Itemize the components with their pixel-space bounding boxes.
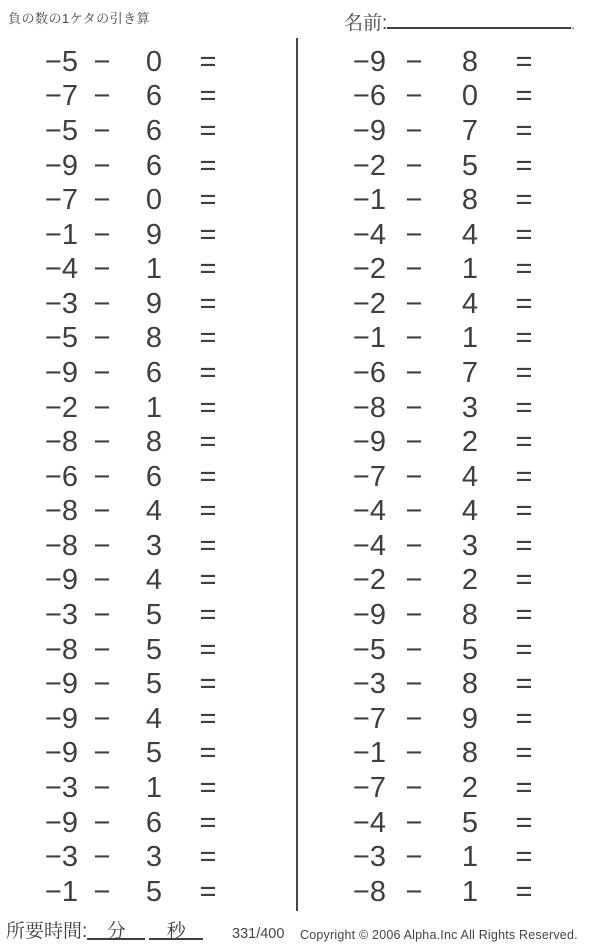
equals-sign: = — [515, 495, 533, 528]
equals-sign: = — [515, 184, 533, 217]
subtrahend: 6 — [145, 460, 163, 493]
equals-sign: = — [199, 45, 217, 78]
minus-operator: − — [93, 218, 111, 251]
minus-operator: − — [93, 702, 111, 735]
equals-sign: = — [199, 114, 217, 147]
minuend: −9 — [44, 737, 78, 770]
problem-row — [22, 495, 234, 530]
problem-row — [330, 80, 550, 115]
minuend: −6 — [352, 356, 386, 389]
subtrahend: 1 — [145, 771, 163, 804]
minuend: −9 — [44, 702, 78, 735]
equals-sign: = — [515, 460, 533, 493]
minus-operator: − — [93, 875, 111, 908]
minuend: −8 — [44, 529, 78, 562]
minus-operator: − — [405, 322, 423, 355]
equals-sign: = — [515, 149, 533, 182]
minuend: −3 — [352, 841, 386, 874]
minus-operator: − — [405, 149, 423, 182]
equals-sign: = — [199, 356, 217, 389]
minus-operator: − — [93, 771, 111, 804]
equals-sign: = — [515, 599, 533, 632]
subtrahend: 4 — [145, 495, 163, 528]
minuend: −9 — [352, 114, 386, 147]
name-label: 名前: — [344, 13, 388, 34]
subtrahend: 6 — [145, 356, 163, 389]
problem-row — [330, 114, 550, 149]
minus-operator: − — [93, 529, 111, 562]
minus-operator: − — [93, 737, 111, 770]
minuend: −9 — [44, 564, 78, 597]
minus-operator: − — [405, 737, 423, 770]
minus-operator: − — [93, 287, 111, 320]
equals-sign: = — [515, 771, 533, 804]
problem-row — [22, 425, 234, 460]
subtrahend: 2 — [461, 771, 479, 804]
minuend: −9 — [352, 599, 386, 632]
problem-row — [22, 875, 234, 910]
problem-row — [330, 598, 550, 633]
minus-operator: − — [405, 253, 423, 286]
equals-sign: = — [199, 702, 217, 735]
minuend: −6 — [44, 460, 78, 493]
equals-sign: = — [515, 737, 533, 770]
problem-row — [22, 218, 234, 253]
equals-sign: = — [515, 356, 533, 389]
equals-sign: = — [515, 426, 533, 459]
equals-sign: = — [515, 633, 533, 666]
minuend: −3 — [44, 771, 78, 804]
subtrahend: 4 — [461, 287, 479, 320]
problem-row — [22, 287, 234, 322]
name-blank-line — [387, 5, 571, 29]
minuend: −9 — [44, 149, 78, 182]
minutes-blank — [87, 916, 145, 940]
minuend: −2 — [44, 391, 78, 424]
subtrahend: 5 — [145, 737, 163, 770]
subtrahend: 4 — [145, 564, 163, 597]
minus-operator: − — [405, 633, 423, 666]
subtrahend: 5 — [145, 668, 163, 701]
problems-column-right — [330, 45, 550, 909]
equals-sign: = — [515, 114, 533, 147]
equals-sign: = — [199, 599, 217, 632]
problem-row — [330, 287, 550, 322]
minuend: −7 — [44, 80, 78, 113]
subtrahend: 5 — [145, 875, 163, 908]
minus-operator: − — [93, 495, 111, 528]
minuend: −2 — [352, 287, 386, 320]
minuend: −8 — [352, 391, 386, 424]
problem-row — [330, 702, 550, 737]
minus-operator: − — [93, 253, 111, 286]
minus-operator: − — [93, 806, 111, 839]
minus-operator: − — [405, 875, 423, 908]
equals-sign: = — [515, 80, 533, 113]
name-line-period: . — [571, 17, 575, 32]
problem-row — [330, 183, 550, 218]
equals-sign: = — [515, 841, 533, 874]
minus-operator: − — [405, 529, 423, 562]
minuend: −5 — [44, 322, 78, 355]
equals-sign: = — [515, 253, 533, 286]
equals-sign: = — [199, 529, 217, 562]
minuend: −6 — [352, 80, 386, 113]
subtrahend: 3 — [145, 841, 163, 874]
subtrahend: 8 — [461, 45, 479, 78]
minus-operator: − — [93, 45, 111, 78]
equals-sign: = — [199, 495, 217, 528]
minuend: −9 — [352, 45, 386, 78]
problem-row — [22, 737, 234, 772]
elapsed-time-field — [6, 916, 203, 943]
equals-sign: = — [515, 806, 533, 839]
subtrahend: 0 — [461, 80, 479, 113]
minuend: −3 — [44, 287, 78, 320]
minus-operator: − — [405, 771, 423, 804]
problem-row — [22, 45, 234, 80]
minus-operator: − — [405, 391, 423, 424]
minuend: −2 — [352, 253, 386, 286]
minus-operator: − — [405, 495, 423, 528]
problem-row — [330, 875, 550, 910]
elapsed-time-label: 所要時間: — [6, 921, 88, 942]
minuend: −2 — [352, 564, 386, 597]
subtrahend: 2 — [461, 564, 479, 597]
problem-row — [22, 252, 234, 287]
subtrahend: 8 — [461, 737, 479, 770]
equals-sign: = — [199, 841, 217, 874]
minus-operator: − — [93, 426, 111, 459]
equals-sign: = — [199, 737, 217, 770]
problem-row — [22, 460, 234, 495]
minuend: −1 — [44, 218, 78, 251]
equals-sign: = — [515, 322, 533, 355]
problem-row — [330, 633, 550, 668]
problem-row — [330, 425, 550, 460]
problem-row — [22, 391, 234, 426]
equals-sign: = — [515, 564, 533, 597]
subtrahend: 8 — [461, 184, 479, 217]
subtrahend: 1 — [461, 875, 479, 908]
problem-row — [330, 322, 550, 357]
subtrahend: 8 — [461, 668, 479, 701]
subtrahend: 4 — [461, 218, 479, 251]
minus-operator: − — [405, 218, 423, 251]
minus-operator: − — [93, 391, 111, 424]
problem-row — [22, 149, 234, 184]
subtrahend: 9 — [145, 218, 163, 251]
minuend: −5 — [352, 633, 386, 666]
equals-sign: = — [199, 322, 217, 355]
minuend: −4 — [352, 218, 386, 251]
equals-sign: = — [515, 875, 533, 908]
page-title: 負の数の1ケタの引き算 — [8, 11, 151, 26]
minus-operator: − — [405, 287, 423, 320]
problem-row — [330, 391, 550, 426]
minus-operator: − — [93, 633, 111, 666]
subtrahend: 1 — [461, 841, 479, 874]
problem-row — [22, 564, 234, 599]
problem-row — [22, 356, 234, 391]
page-number: 331/400 — [232, 926, 285, 942]
minuend: −8 — [352, 875, 386, 908]
minus-operator: − — [93, 322, 111, 355]
problem-row — [22, 840, 234, 875]
minuend: −1 — [352, 322, 386, 355]
problem-row — [330, 460, 550, 495]
minus-operator: − — [93, 80, 111, 113]
minus-operator: − — [405, 426, 423, 459]
problem-row — [330, 218, 550, 253]
minus-operator: − — [93, 564, 111, 597]
subtrahend: 7 — [461, 114, 479, 147]
minus-operator: − — [93, 460, 111, 493]
equals-sign: = — [515, 45, 533, 78]
minus-operator: − — [405, 564, 423, 597]
subtrahend: 6 — [145, 114, 163, 147]
subtrahend: 8 — [145, 426, 163, 459]
equals-sign: = — [199, 80, 217, 113]
minuend: −5 — [44, 114, 78, 147]
subtrahend: 0 — [145, 45, 163, 78]
equals-sign: = — [515, 702, 533, 735]
minus-operator: − — [93, 149, 111, 182]
problem-row — [330, 737, 550, 772]
equals-sign: = — [199, 184, 217, 217]
problem-row — [330, 771, 550, 806]
name-field — [344, 5, 575, 35]
minuend: −7 — [44, 184, 78, 217]
minus-operator: − — [93, 841, 111, 874]
equals-sign: = — [515, 391, 533, 424]
problem-row — [330, 252, 550, 287]
subtrahend: 3 — [145, 529, 163, 562]
subtrahend: 5 — [461, 633, 479, 666]
minuend: −2 — [352, 149, 386, 182]
problem-row — [22, 529, 234, 564]
subtrahend: 1 — [145, 253, 163, 286]
minus-operator: − — [405, 45, 423, 78]
minuend: −7 — [352, 460, 386, 493]
subtrahend: 0 — [145, 184, 163, 217]
problem-row — [330, 667, 550, 702]
seconds-blank — [149, 916, 203, 940]
equals-sign: = — [199, 668, 217, 701]
minus-operator: − — [405, 806, 423, 839]
minus-operator: − — [93, 356, 111, 389]
subtrahend: 8 — [145, 322, 163, 355]
problem-row — [22, 183, 234, 218]
minus-operator: − — [93, 114, 111, 147]
equals-sign: = — [199, 253, 217, 286]
minutes-unit-label: 分 — [106, 921, 126, 942]
subtrahend: 6 — [145, 806, 163, 839]
minus-operator: − — [405, 668, 423, 701]
minuend: −8 — [44, 495, 78, 528]
equals-sign: = — [199, 391, 217, 424]
subtrahend: 4 — [461, 460, 479, 493]
minuend: −4 — [352, 806, 386, 839]
equals-sign: = — [199, 287, 217, 320]
equals-sign: = — [199, 149, 217, 182]
problem-row — [22, 667, 234, 702]
subtrahend: 1 — [145, 391, 163, 424]
problems-column-left — [22, 45, 234, 909]
problem-row — [22, 702, 234, 737]
equals-sign: = — [199, 806, 217, 839]
minus-operator: − — [405, 184, 423, 217]
problem-row — [22, 771, 234, 806]
problem-row — [22, 114, 234, 149]
problem-row — [330, 840, 550, 875]
minus-operator: − — [405, 356, 423, 389]
problem-row — [22, 598, 234, 633]
subtrahend: 2 — [461, 426, 479, 459]
minus-operator: − — [405, 599, 423, 632]
problem-row — [330, 806, 550, 841]
subtrahend: 9 — [461, 702, 479, 735]
problem-row — [330, 529, 550, 564]
minuend: −9 — [44, 668, 78, 701]
problem-row — [22, 633, 234, 668]
problem-row — [22, 806, 234, 841]
equals-sign: = — [199, 426, 217, 459]
problem-row — [330, 495, 550, 530]
minuend: −8 — [44, 633, 78, 666]
subtrahend: 5 — [461, 149, 479, 182]
minuend: −1 — [44, 875, 78, 908]
minuend: −1 — [352, 184, 386, 217]
minuend: −3 — [44, 599, 78, 632]
subtrahend: 1 — [461, 322, 479, 355]
subtrahend: 7 — [461, 356, 479, 389]
equals-sign: = — [199, 460, 217, 493]
minuend: −1 — [352, 737, 386, 770]
minuend: −4 — [352, 529, 386, 562]
minuend: −9 — [44, 356, 78, 389]
minus-operator: − — [405, 114, 423, 147]
subtrahend: 3 — [461, 391, 479, 424]
minuend: −3 — [44, 841, 78, 874]
minuend: −8 — [44, 426, 78, 459]
problem-row — [330, 45, 550, 80]
subtrahend: 6 — [145, 80, 163, 113]
minuend: −7 — [352, 702, 386, 735]
equals-sign: = — [199, 218, 217, 251]
equals-sign: = — [199, 633, 217, 666]
equals-sign: = — [515, 218, 533, 251]
minus-operator: − — [93, 599, 111, 632]
minuend: −4 — [44, 253, 78, 286]
minus-operator: − — [405, 460, 423, 493]
subtrahend: 5 — [461, 806, 479, 839]
subtrahend: 4 — [145, 702, 163, 735]
minus-operator: − — [93, 184, 111, 217]
minuend: −9 — [352, 426, 386, 459]
copyright-notice: Copyright © 2006 Alpha.Inc All Rights Reserved. — [300, 928, 578, 942]
problem-row — [330, 564, 550, 599]
problem-row — [330, 356, 550, 391]
subtrahend: 5 — [145, 633, 163, 666]
minuend: −3 — [352, 668, 386, 701]
subtrahend: 1 — [461, 253, 479, 286]
equals-sign: = — [515, 287, 533, 320]
minuend: −5 — [44, 45, 78, 78]
problem-row — [22, 80, 234, 115]
minus-operator: − — [405, 841, 423, 874]
problem-row — [22, 322, 234, 357]
equals-sign: = — [515, 668, 533, 701]
equals-sign: = — [199, 564, 217, 597]
minus-operator: − — [405, 702, 423, 735]
minus-operator: − — [405, 80, 423, 113]
minus-operator: − — [93, 668, 111, 701]
minuend: −4 — [352, 495, 386, 528]
equals-sign: = — [199, 875, 217, 908]
subtrahend: 8 — [461, 599, 479, 632]
problem-row — [330, 149, 550, 184]
minuend: −9 — [44, 806, 78, 839]
minuend: −7 — [352, 771, 386, 804]
column-divider — [296, 38, 298, 911]
subtrahend: 4 — [461, 495, 479, 528]
subtrahend: 6 — [145, 149, 163, 182]
equals-sign: = — [199, 771, 217, 804]
seconds-unit-label: 秒 — [166, 921, 186, 942]
subtrahend: 5 — [145, 599, 163, 632]
subtrahend: 3 — [461, 529, 479, 562]
equals-sign: = — [515, 529, 533, 562]
subtrahend: 9 — [145, 287, 163, 320]
